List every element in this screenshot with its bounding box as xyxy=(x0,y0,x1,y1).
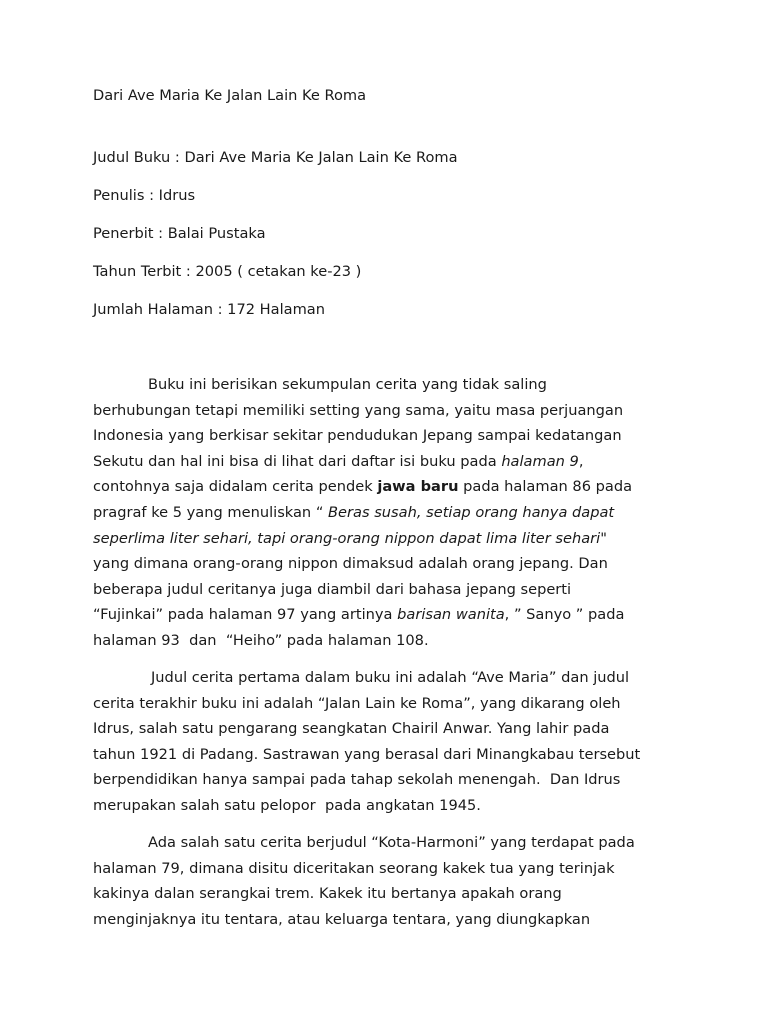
paragraph-line: halaman 93 dan “Heiho” pada halaman 108. xyxy=(93,631,429,649)
paragraph-line: menginjaknya itu tentara, atau keluarga tentara, yang diungkapkan xyxy=(93,910,591,928)
paragraph-line: halaman 79, dimana disitu diceritakan seorang kakek tua yang terinjak xyxy=(93,859,615,877)
meta-tahun: Tahun Terbit : 2005 ( cetakan ke-23 ) xyxy=(93,263,362,280)
document-title: Dari Ave Maria Ke Jalan Lain Ke Roma xyxy=(93,87,367,104)
paragraph-3 xyxy=(93,830,683,932)
paragraph-line: Indonesia yang berkisar sekitar pendudukan Jepang sampai kedatangan xyxy=(93,427,622,445)
paragraph-1 xyxy=(93,372,683,654)
bold-run: jawa baru xyxy=(377,478,459,496)
meta-jumlah: Jumlah Halaman : 172 Halaman xyxy=(93,301,325,318)
text-run: , ” Sanyo ” pada xyxy=(504,606,625,624)
italic-run: barisan wanita xyxy=(397,606,505,624)
meta-judul: Judul Buku : Dari Ave Maria Ke Jalan Lain Ke Roma xyxy=(93,149,458,166)
text-run: pragraf ke 5 yang menuliskan “ xyxy=(93,503,329,521)
paragraph-line: Idrus, salah satu pengarang seangkatan Chairil Anwar. Yang lahir pada xyxy=(93,720,610,738)
paragraph-line xyxy=(93,526,683,552)
paragraph-line: berhubungan tetapi memiliki setting yang sama, yaitu masa perjuangan xyxy=(93,401,624,419)
paragraph-line: kakinya dalan serangkai trem. Kakek itu bertanya apakah orang xyxy=(93,885,562,903)
paragraph-line: tahun 1921 di Padang. Sastrawan yang berasal dari Minangkabau tersebut xyxy=(93,745,641,763)
meta-penulis: Penulis : Idrus xyxy=(93,187,196,204)
paragraph-line: cerita terakhir buku ini adalah “Jalan Lain ke Roma”, yang dikarang oleh xyxy=(93,694,621,712)
paragraph-line: Buku ini berisikan sekumpulan cerita yang tidak saling xyxy=(148,376,547,393)
italic-run: seperlima liter sehari, tapi orang-orang nippon dapat lima liter sehari xyxy=(93,529,601,547)
paragraph-line xyxy=(93,500,683,526)
paragraph-line: Ada salah satu cerita berjudul “Kota-Harmoni” yang terdapat pada xyxy=(148,834,635,851)
text-run: contohnya saja didalam cerita pendek xyxy=(93,478,378,496)
paragraph-line: berpendidikan hanya sampai pada tahap sekolah menengah. Dan Idrus xyxy=(93,771,621,789)
paragraph-line: merupakan salah satu pelopor pada angkatan 1945. xyxy=(93,796,481,814)
text-run: Sekutu dan hal ini bisa di lihat dari daftar isi buku pada xyxy=(93,452,502,470)
italic-run: Beras susah, setiap orang hanya dapat xyxy=(328,503,615,521)
text-run: , xyxy=(578,452,584,470)
text-run: pada halaman 86 pada xyxy=(458,478,633,496)
meta-penerbit: Penerbit : Balai Pustaka xyxy=(93,225,266,242)
paragraph-2 xyxy=(93,665,683,819)
paragraph-line: Judul cerita pertama dalam buku ini adalah “Ave Maria” dan judul xyxy=(151,669,630,686)
paragraph-line xyxy=(93,449,683,475)
paragraph-line xyxy=(93,474,683,500)
paragraph-line: beberapa judul ceritanya juga diambil dari bahasa jepang seperti xyxy=(93,580,572,598)
paragraph-line xyxy=(93,602,683,628)
paragraph-line: yang dimana orang-orang nippon dimaksud adalah orang jepang. Dan xyxy=(93,555,608,573)
italic-run: halaman 9 xyxy=(501,452,579,470)
text-run: “Fujinkai” pada halaman 97 yang artinya xyxy=(93,606,398,624)
text-run: " xyxy=(600,529,607,547)
